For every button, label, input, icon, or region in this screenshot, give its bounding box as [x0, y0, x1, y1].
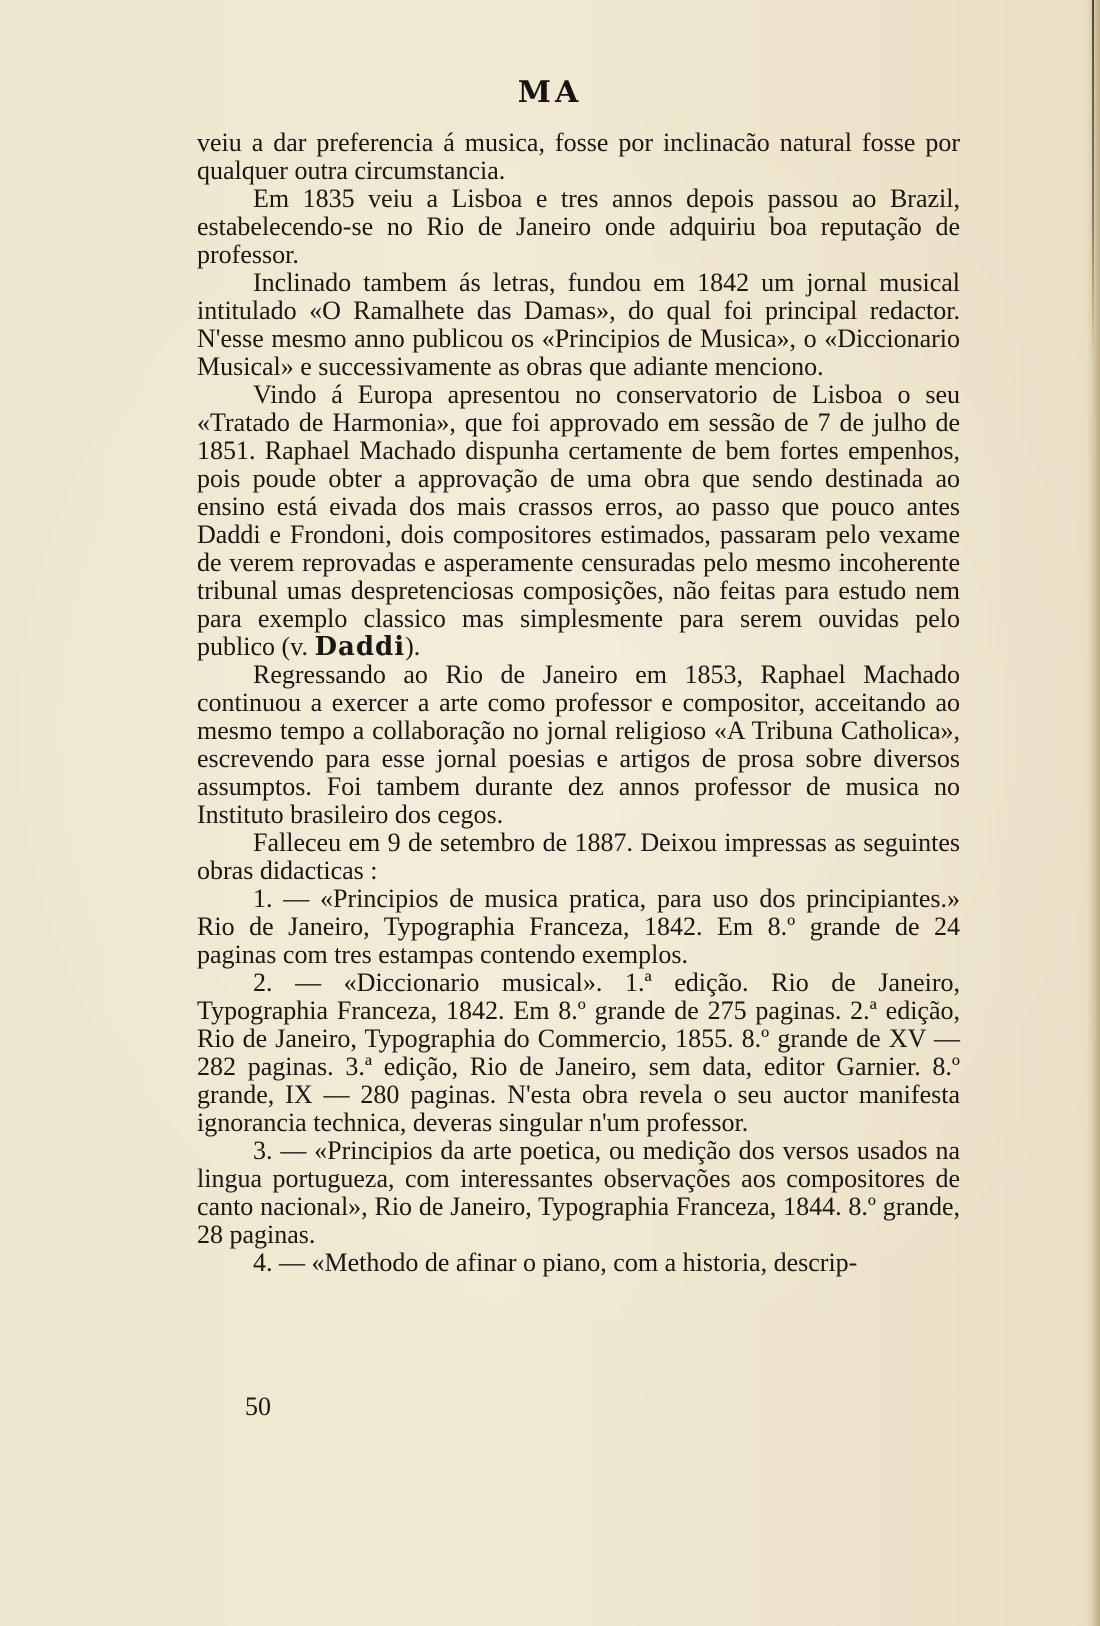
paragraph-lisbon-brazil: Em 1835 veiu a Lisboa e tres annos depois passou ao Brazil, estabelecendo-se no Rio de Janeiro onde adquiriu boa reputação de professor.: [197, 184, 960, 269]
binding-edge-line: [1092, 0, 1094, 360]
paragraph-death: Falleceu em 9 de setembro de 1887. Deixou impressas as seguintes obras didacticas :: [197, 828, 960, 885]
paragraph-europe-treatise-end: ).: [405, 632, 421, 661]
cross-reference-daddi: Daddi: [314, 632, 406, 662]
work-list-item-1: 1. — «Principios de musica pratica, para uso dos principiantes.» Rio de Janeiro, Typographia Franceza, 1842. Em 8.º grande de 24 paginas com tres estampas contendo exemplos.: [197, 884, 960, 969]
running-head: MA: [517, 75, 583, 110]
work-list-item-3: 3. — «Principios da arte poetica, ou medição dos versos usados na lingua portugueza, com interessantes observações aos compositores de canto nacional», Rio de Janeiro, Typographia Franceza, 1844. 8.º grande, 28 paginas.: [197, 1136, 960, 1249]
paragraph-return-rio: Regressando ao Rio de Janeiro em 1853, Raphael Machado continuou a exercer a arte como professor e compositor, acceitando ao mesmo tempo a collaboração no jornal religioso «A Tribuna Catholica», escrevendo para esse jornal poesias e artigos de prosa sobre diversos assumptos. Foi tambem durante dez annos professor de musica no Instituto brasileiro dos cegos.: [197, 660, 960, 829]
paragraph-europe-treatise-text: Vindo á Europa apresentou no conservatorio de Lisboa o seu «Tratado de Harmonia», que foi approvado em sessão de 7 de julho de 1851. Raphael Machado dispunha certamente de bem fortes empenhos, pois poude obter a approvação de uma obra que sendo destinada ao ensino está eivada dos mais crassos erros, ao passo que pouco antes Daddi e Frondoni, dois compositores estimados, passaram pelo vexame de verem reprovadas e asperamente censuradas pelo mesmo incoherente tribunal umas despretenciosas composições, não feitas para estudo nem para exemplo classico mas simplesmente para serem ouvidas pelo publico (v.: [197, 380, 960, 661]
paragraph-continuation: veiu a dar preferencia á musica, fosse por inclinacão natural fosse por qualquer outra circumstancia.: [197, 128, 960, 185]
paragraph-europe-treatise: [197, 381, 960, 661]
work-list-item-2: 2. — «Diccionario musical». 1.ª edição. Rio de Janeiro, Typographia Franceza, 1842. Em 8.º grande de 275 paginas. 2.ª edição, Rio de Janeiro, Typographia do Commercio, 1855. 8.º grande de XV — 282 paginas. 3.ª edição, Rio de Janeiro, sem data, editor Garnier. 8.º grande, IX — 280 paginas. N'esta obra revela o seu auctor manifesta ignorancia technica, deveras singular n'um professor.: [197, 968, 960, 1137]
paragraph-journal: Inclinado tambem ás letras, fundou em 1842 um jornal musical intitulado «O Ramalhete das Damas», do qual foi principal redactor. N'esse mesmo anno publicou os «Principios de Musica», o «Diccionario Musical» e successivamente as obras que adiante menciono.: [197, 268, 960, 381]
page-number: 50: [245, 1392, 271, 1421]
work-list-item-4: 4. — «Methodo de afinar o piano, com a historia, descrip-: [253, 1248, 858, 1277]
main-text-block: [197, 129, 960, 1277]
